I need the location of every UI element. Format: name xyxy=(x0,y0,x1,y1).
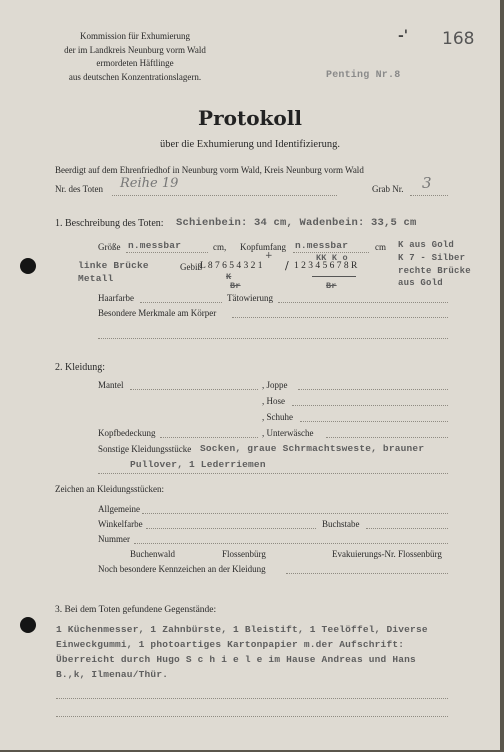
teeth-right: 1 2 3 4 5 6 7 8 R xyxy=(294,261,358,271)
item-line-4: B.,k, Ilmenau/Thür. xyxy=(56,669,169,680)
kopf-label: Kopfumfang xyxy=(240,242,286,252)
flossenbuerg-label: Flossenbürg xyxy=(222,549,266,559)
location-stamp: Penting Nr.8 xyxy=(326,70,401,81)
nr-value: Reihe 19 xyxy=(120,176,179,191)
kopf-value: n.messbar xyxy=(295,240,349,251)
left-note-2: Metall xyxy=(78,273,114,284)
burial-line: Beerdigt auf dem Ehrenfriedhof in Neunburg vorm Wald, Kreis Neunburg vorm Wald xyxy=(55,165,364,175)
taetowierung-label: Tätowierung xyxy=(227,293,273,303)
hose-label: , Hose xyxy=(262,396,285,406)
section1-typed: Schienbein: 34 cm, Wadenbein: 33,5 cm xyxy=(176,217,417,229)
groesse-label: Größe xyxy=(98,242,121,252)
kopfbedeckung-label: Kopfbedeckung xyxy=(98,428,156,438)
right-note-3: rechte Brücke xyxy=(398,266,471,276)
punch-hole-bottom xyxy=(20,617,36,633)
schuhe-label: , Schuhe xyxy=(262,412,293,422)
section3-heading: 3. Bei dem Toten gefundene Gegenstände: xyxy=(55,605,217,615)
nummer-label: Nummer xyxy=(98,534,130,544)
section2-heading: 2. Kleidung: xyxy=(55,362,105,373)
groesse-value: n.messbar xyxy=(128,240,182,251)
corner-mark: -' xyxy=(398,28,409,44)
buchstabe-label: Buchstabe xyxy=(322,519,360,529)
left-note-1: linke Brücke xyxy=(78,260,149,271)
merkmale-label: Besondere Merkmale am Körper xyxy=(98,308,217,318)
item-line-3: Überreicht durch Hugo S c h i e l e im Hause Andreas und Hans xyxy=(56,654,416,665)
sonstige-value-1: Socken, graue Schrmachtsweste, brauner xyxy=(200,443,425,454)
teeth-left: L 8 7 6 5 4 3 2 1 xyxy=(200,261,263,271)
dental-br-right: Br xyxy=(326,281,337,291)
page-subtitle: über die Exhumierung und Identifizierung. xyxy=(160,139,340,150)
dental-br-left: Br xyxy=(230,281,241,291)
punch-hole-top xyxy=(20,258,36,274)
item-line-1: 1 Küchenmesser, 1 Zahnbürste, 1 Bleistift, 1 Teelöffel, Diverse xyxy=(56,624,428,635)
unterwaesche-label: , Unterwäsche xyxy=(262,428,314,438)
right-note-2: K 7 - Silber xyxy=(398,253,466,263)
sonstige-label: Sonstige Kleidungsstücke xyxy=(98,444,192,454)
teeth-divider: / xyxy=(285,259,289,272)
dental-cross-mark: + xyxy=(265,251,273,261)
commission-line: ermordeten Häftlinge xyxy=(96,58,174,68)
winkelfarbe-label: Winkelfarbe xyxy=(98,519,143,529)
cm1-label: cm, xyxy=(213,242,227,252)
nr-label: Nr. des Toten xyxy=(55,184,103,194)
commission-header xyxy=(50,30,220,84)
evakuierung-label: Evakuierungs-Nr. Flossenbürg xyxy=(332,549,442,559)
noch-label: Noch besondere Kennzeichen an der Kleidung xyxy=(98,564,266,574)
dental-below-k: K xyxy=(226,272,232,282)
joppe-label: , Joppe xyxy=(262,380,288,390)
zeichen-heading: Zeichen an Kleidungsstücken: xyxy=(55,484,164,494)
page-number: 168 xyxy=(442,29,475,49)
sonstige-value-2: Pullover, 1 Lederriemen xyxy=(130,459,266,470)
item-line-2: Einweckgummi, 1 photoartiges Kartonpapier m.der Aufschrift: xyxy=(56,639,405,650)
haarfarbe-label: Haarfarbe xyxy=(98,293,134,303)
dental-above-marks: KK K o xyxy=(316,253,348,263)
page-title: Protokoll xyxy=(198,106,302,130)
grab-label: Grab Nr. xyxy=(372,184,404,194)
buchenwald-label: Buchenwald xyxy=(130,549,175,559)
mantel-label: Mantel xyxy=(98,380,124,390)
grab-value: 3 xyxy=(422,174,432,192)
commission-line: der im Landkreis Neunburg vorm Wald xyxy=(64,44,206,55)
gebiss-label: Gebiß xyxy=(180,262,202,272)
dental-bracket-line xyxy=(312,276,356,277)
commission-line: Kommission für Exhumierung xyxy=(80,31,190,41)
allgemeine-label: Allgemeine xyxy=(98,504,140,514)
section1-heading: 1. Beschreibung des Toten: xyxy=(55,218,164,229)
cm2-label: cm xyxy=(375,242,386,252)
right-note-4: aus Gold xyxy=(398,278,443,288)
commission-line: aus deutschen Konzentrationslagern. xyxy=(68,71,202,82)
right-note-1: K aus Gold xyxy=(398,240,455,250)
